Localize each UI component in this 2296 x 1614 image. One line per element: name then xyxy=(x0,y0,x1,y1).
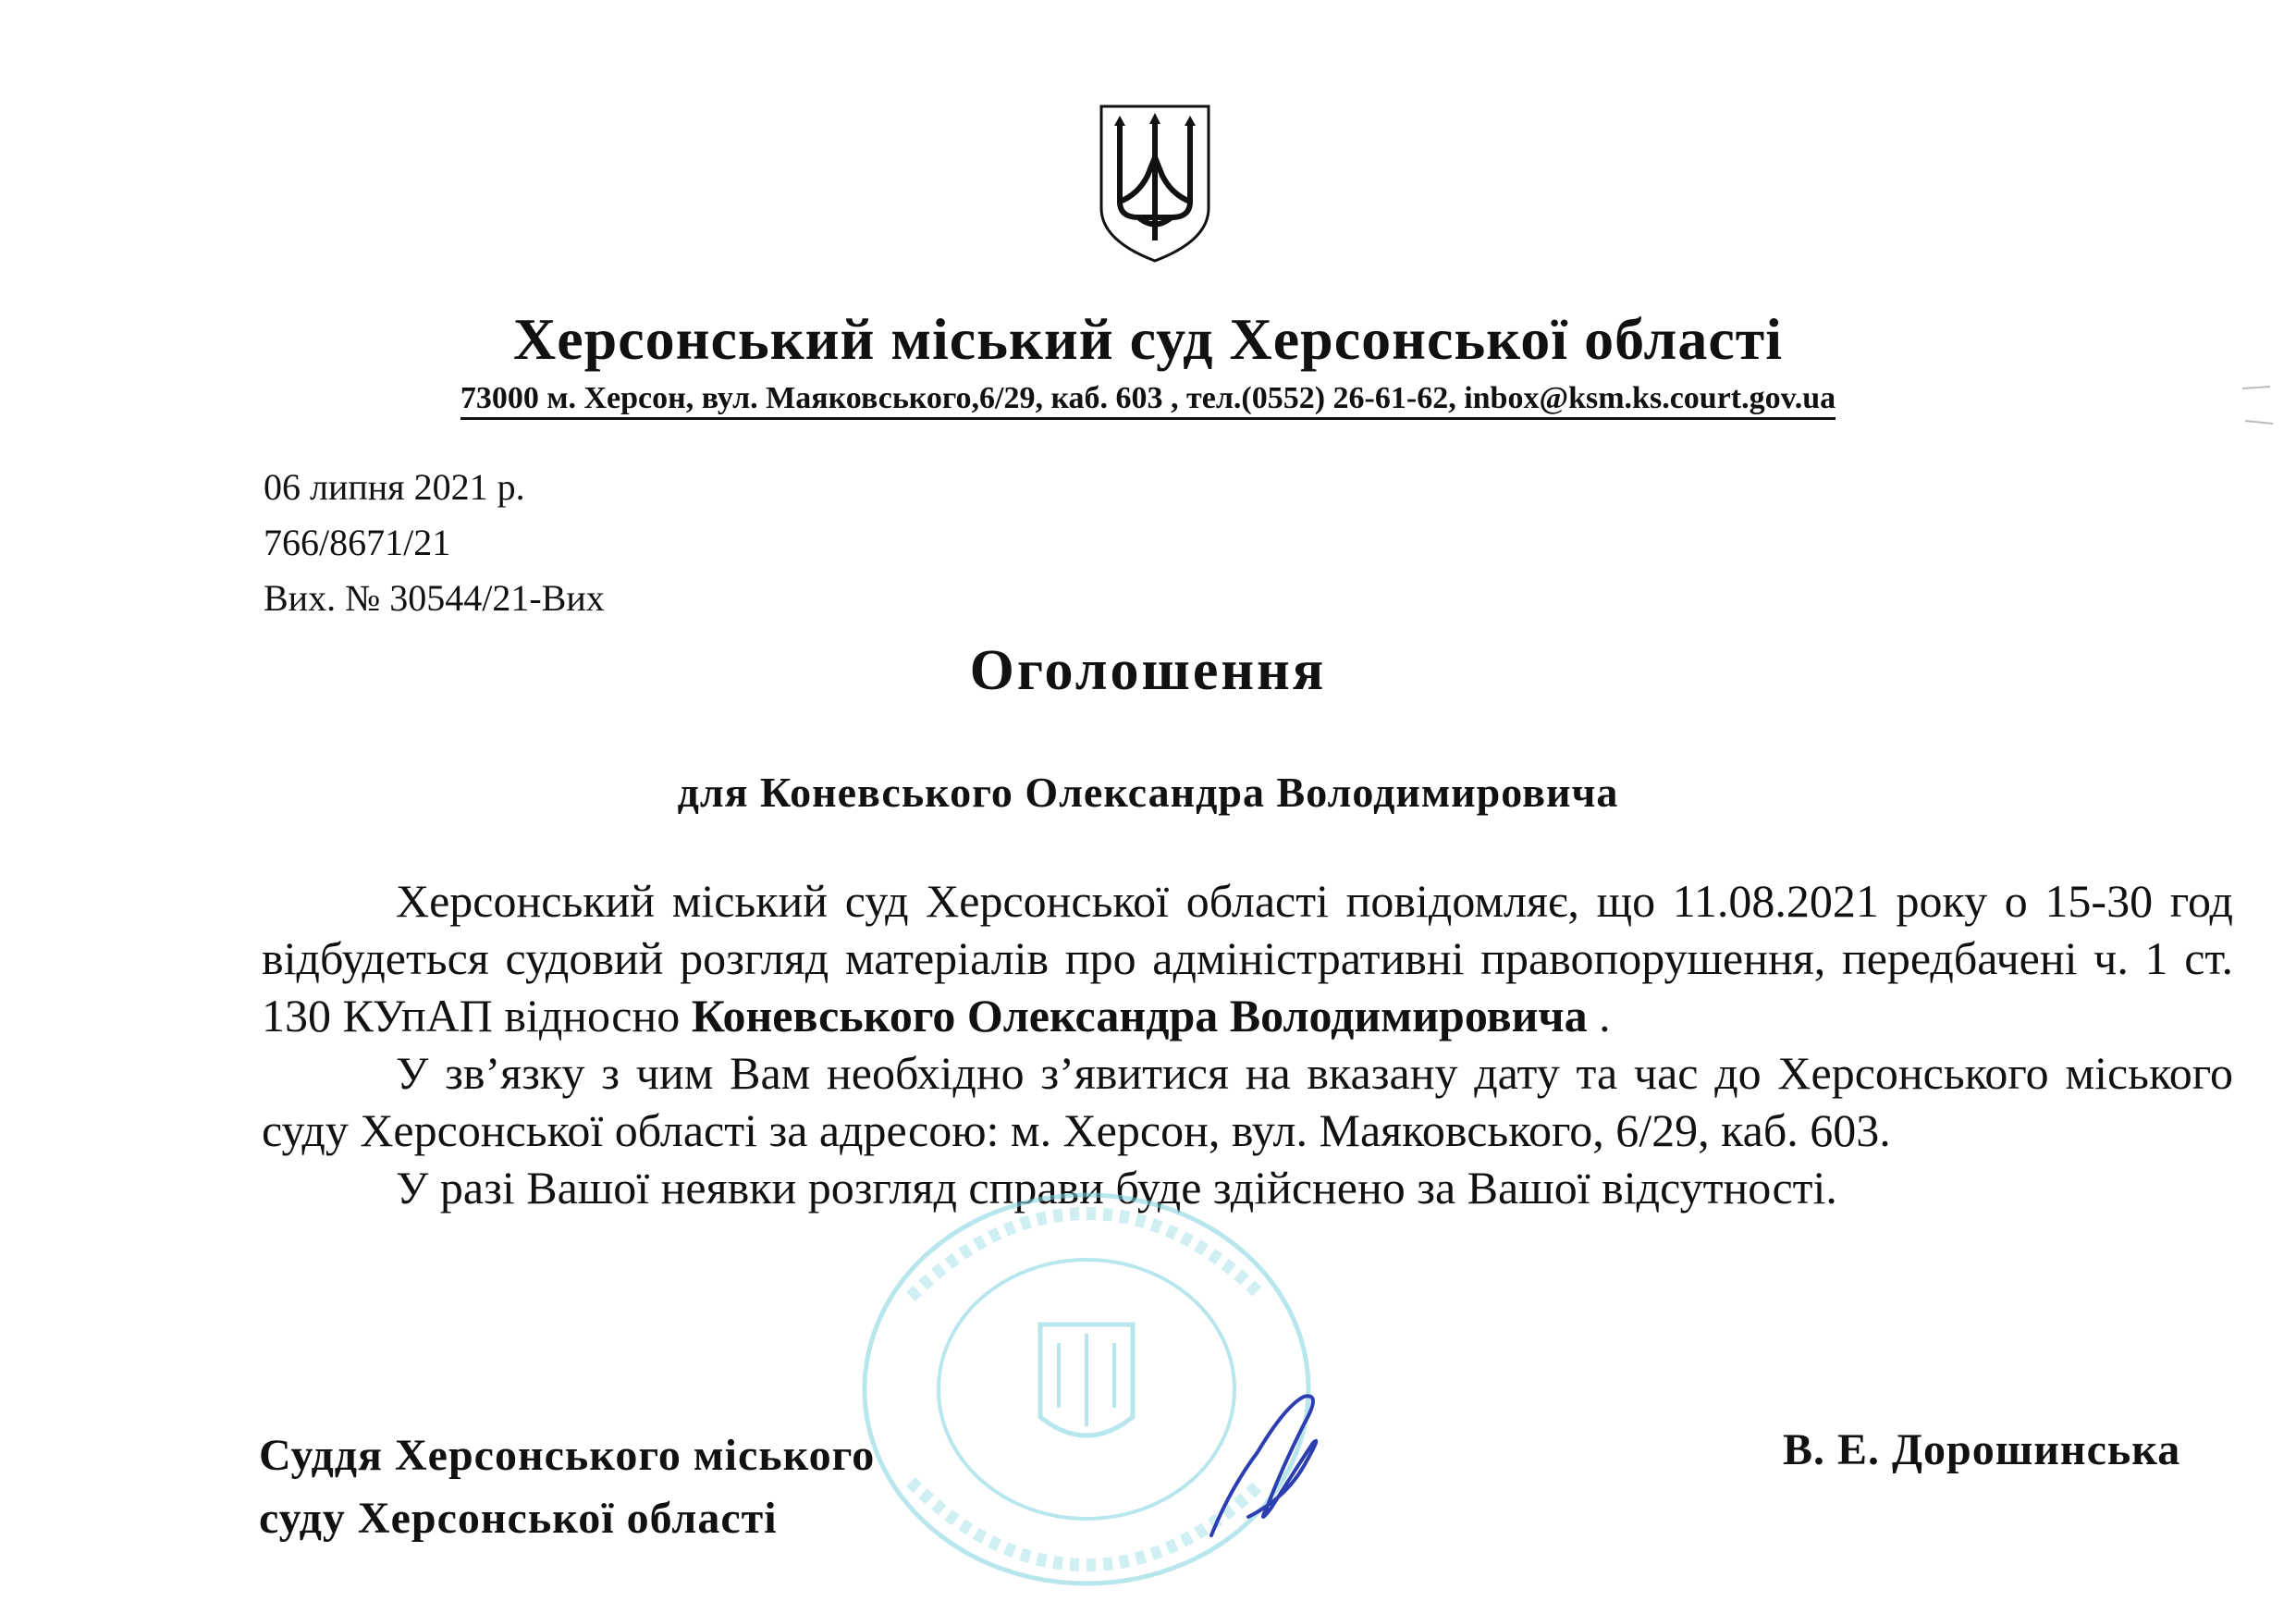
court-address xyxy=(0,381,2296,416)
announcement-body xyxy=(262,872,2233,1216)
court-address-text: 73000 м. Херсон, вул. Маяковського,6/29, каб. 603 , тел.(0552) 26-61-62, inbox@ksm.ks.court.gov.ua xyxy=(460,381,1836,420)
paragraph-1-person-name: Коневського Олександра Володимировича xyxy=(691,990,1588,1041)
document-title: Оголошення xyxy=(969,639,1327,702)
document-date: 06 липня 2021 р. xyxy=(264,466,525,508)
signature-position xyxy=(259,1424,875,1550)
paragraph-3: У разі Вашої неявки розгляд справи буде здійснено за Вашої відсутності. xyxy=(396,1162,1837,1214)
signature-position-line-1: Суддя Херсонського міського xyxy=(259,1431,876,1480)
trident-coat-of-arms-icon xyxy=(1097,102,1213,264)
judge-name: В. Е. Дорошинська xyxy=(1783,1425,2181,1474)
signature-position-line-2: суду Херсонської області xyxy=(259,1494,778,1543)
paragraph-1 xyxy=(262,872,2233,1044)
case-number: 766/8671/21 xyxy=(264,522,451,563)
scan-artifact-mark xyxy=(2238,370,2275,453)
paragraph-2: У зв’язку з чим Вам необхідно з’явитися на вказану дату та час до Херсонського міського суду Херсонської області за адресою: м. Херсон, вул. Маяковського, 6/29, каб. 603. xyxy=(262,1047,2233,1156)
court-name: Херсонський міський суд Херсонської області xyxy=(512,306,1784,372)
paragraph-1-text: Херсонський міський суд Херсонської області повідомляє, що 11.08.2021 року о 15-30 год відбудеться судовий розгляд матеріалів про адміністративні правопорушення, передбачені ч. 1 ст. 130 КУпАП відносно xyxy=(262,875,2233,1041)
outgoing-number: Вих. № 30544/21-Вих xyxy=(264,577,605,619)
paragraph-1-ending: . xyxy=(1587,990,1611,1041)
handwritten-signature-icon xyxy=(1193,1378,1332,1545)
addressee: для Коневського Олександра Володимировича xyxy=(677,769,1619,816)
